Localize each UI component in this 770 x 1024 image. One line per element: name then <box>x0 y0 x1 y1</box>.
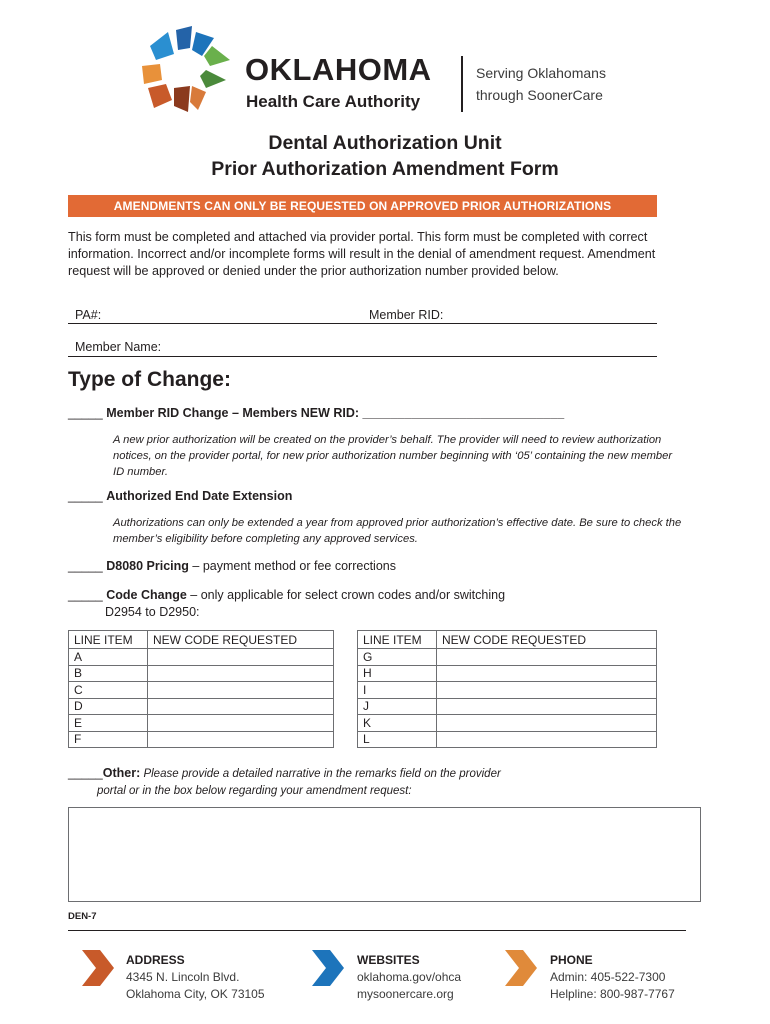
address-chevron-icon <box>82 950 114 986</box>
option-blank[interactable]: _____ <box>68 406 103 420</box>
intro-paragraph: This form must be completed and attached via provider portal. This form must be completed with correct information. Incorrect and/or incomplete forms will result in the denial of amendment request. Amendment request will be approved or denied under the prior authorization number provided below. <box>68 230 656 278</box>
col-line-item: LINE ITEM <box>358 631 437 649</box>
option-blank[interactable]: _____ <box>68 588 103 602</box>
table-row <box>69 731 334 748</box>
new-rid-blank[interactable]: _____________________________ <box>362 406 565 420</box>
member-name-label: Member Name: <box>75 340 162 354</box>
table-row <box>358 698 657 715</box>
line-item-cell: K <box>358 715 437 732</box>
col-line-item: LINE ITEM <box>69 631 148 649</box>
form-title-unit: Dental Authorization Unit <box>268 132 502 154</box>
address-heading: ADDRESS <box>126 953 185 967</box>
table-row <box>358 665 657 682</box>
new-code-cell[interactable] <box>437 715 657 732</box>
line-item-cell: G <box>358 649 437 666</box>
warning-banner: AMENDMENTS CAN ONLY BE REQUESTED ON APPROVED PRIOR AUTHORIZATIONS <box>68 195 657 217</box>
new-code-cell[interactable] <box>148 665 334 682</box>
tagline-line-2: through SoonerCare <box>476 87 603 103</box>
ohca-logo-icon <box>140 26 232 114</box>
table-row <box>69 649 334 666</box>
tagline-line-1: Serving Oklahomans <box>476 65 606 81</box>
pa-label: PA#: <box>75 308 102 322</box>
line-item-cell: C <box>69 682 148 699</box>
member-rid-change-note: A new prior authorization will be created on the provider’s behalf. The provider will need to review authorization notices, on the provider portal, for new prior authorization number beginning with ‘05’ containing the new member ID number. <box>113 434 673 478</box>
code-change-description-cont: D2954 to D2950: <box>105 605 200 619</box>
line-item-cell: I <box>358 682 437 699</box>
footer-divider <box>68 930 686 931</box>
remarks-textbox[interactable] <box>68 807 701 902</box>
option-label: D8080 Pricing <box>106 559 189 573</box>
member-rid-input-line[interactable] <box>363 323 657 324</box>
option-d8080-pricing[interactable] <box>68 559 396 573</box>
option-label: Code Change <box>106 588 187 602</box>
option-blank[interactable]: _____ <box>68 489 103 503</box>
org-name: OKLAHOMA <box>245 52 432 87</box>
form-title: Prior Authorization Amendment Form <box>211 158 559 180</box>
pa-input-line[interactable] <box>68 323 363 324</box>
header-divider <box>461 56 463 112</box>
website-ohca-link[interactable]: oklahoma.gov/ohca <box>357 970 462 984</box>
phone-helpline: Helpline: 800-987-7767 <box>550 987 675 1001</box>
line-item-cell: J <box>358 698 437 715</box>
new-code-cell[interactable] <box>437 682 657 699</box>
line-item-cell: A <box>69 649 148 666</box>
option-description: Please provide a detailed narrative in the remarks field on the provider <box>140 768 501 780</box>
line-item-cell: E <box>69 715 148 732</box>
option-label: Other: <box>102 766 141 780</box>
new-code-cell[interactable] <box>437 731 657 748</box>
line-item-cell: L <box>358 731 437 748</box>
line-item-cell: B <box>69 665 148 682</box>
table-row <box>358 649 657 666</box>
option-end-date-extension[interactable] <box>68 489 292 503</box>
new-code-cell[interactable] <box>148 698 334 715</box>
option-label: Authorized End Date Extension <box>106 489 293 503</box>
table-row <box>358 715 657 732</box>
address-line-1: 4345 N. Lincoln Blvd. <box>126 970 240 984</box>
option-label: Member RID Change – Members NEW RID: <box>106 406 363 420</box>
code-table-right <box>357 630 657 748</box>
table-row <box>69 698 334 715</box>
new-code-cell[interactable] <box>148 649 334 666</box>
address-line-2: Oklahoma City, OK 73105 <box>126 987 265 1001</box>
table-row <box>358 682 657 699</box>
new-code-cell[interactable] <box>148 715 334 732</box>
new-code-cell[interactable] <box>437 649 657 666</box>
line-item-cell: H <box>358 665 437 682</box>
col-new-code: NEW CODE REQUESTED <box>437 631 657 649</box>
org-subtitle: Health Care Authority <box>246 92 421 111</box>
websites-heading: WEBSITES <box>357 953 420 967</box>
website-soonercare-link[interactable]: mysoonercare.org <box>357 987 454 1001</box>
option-blank[interactable]: _____ <box>68 559 103 573</box>
phone-heading: PHONE <box>550 953 593 967</box>
table-row <box>69 682 334 699</box>
member-rid-label: Member RID: <box>369 308 444 322</box>
phone-admin: Admin: 405-522-7300 <box>550 970 666 984</box>
form-id: DEN-7 <box>68 911 97 922</box>
option-code-change[interactable] <box>68 588 505 602</box>
new-code-cell[interactable] <box>148 682 334 699</box>
col-new-code: NEW CODE REQUESTED <box>148 631 334 649</box>
new-code-cell[interactable] <box>437 698 657 715</box>
line-item-cell: F <box>69 731 148 748</box>
code-table-left <box>68 630 334 748</box>
option-description: – only applicable for select crown codes and/or switching <box>186 588 506 602</box>
option-description: – payment method or fee corrections <box>188 559 396 573</box>
phone-chevron-icon <box>505 950 537 986</box>
end-date-extension-note: Authorizations can only be extended a year from approved prior authorization’s effective date. Be sure to check the member’s eligibility before completing any approved services. <box>113 517 682 545</box>
other-description-cont: portal or in the box below regarding your amendment request: <box>97 785 412 797</box>
line-item-cell: D <box>69 698 148 715</box>
option-other[interactable] <box>68 766 501 780</box>
table-row <box>69 715 334 732</box>
websites-chevron-icon <box>312 950 344 986</box>
option-blank[interactable]: _____ <box>68 766 103 780</box>
new-code-cell[interactable] <box>437 665 657 682</box>
table-row <box>69 665 334 682</box>
new-code-cell[interactable] <box>148 731 334 748</box>
table-row <box>358 731 657 748</box>
option-member-rid-change[interactable] <box>68 406 564 420</box>
type-of-change-heading: Type of Change: <box>68 368 231 391</box>
member-name-input-line[interactable] <box>68 356 657 357</box>
